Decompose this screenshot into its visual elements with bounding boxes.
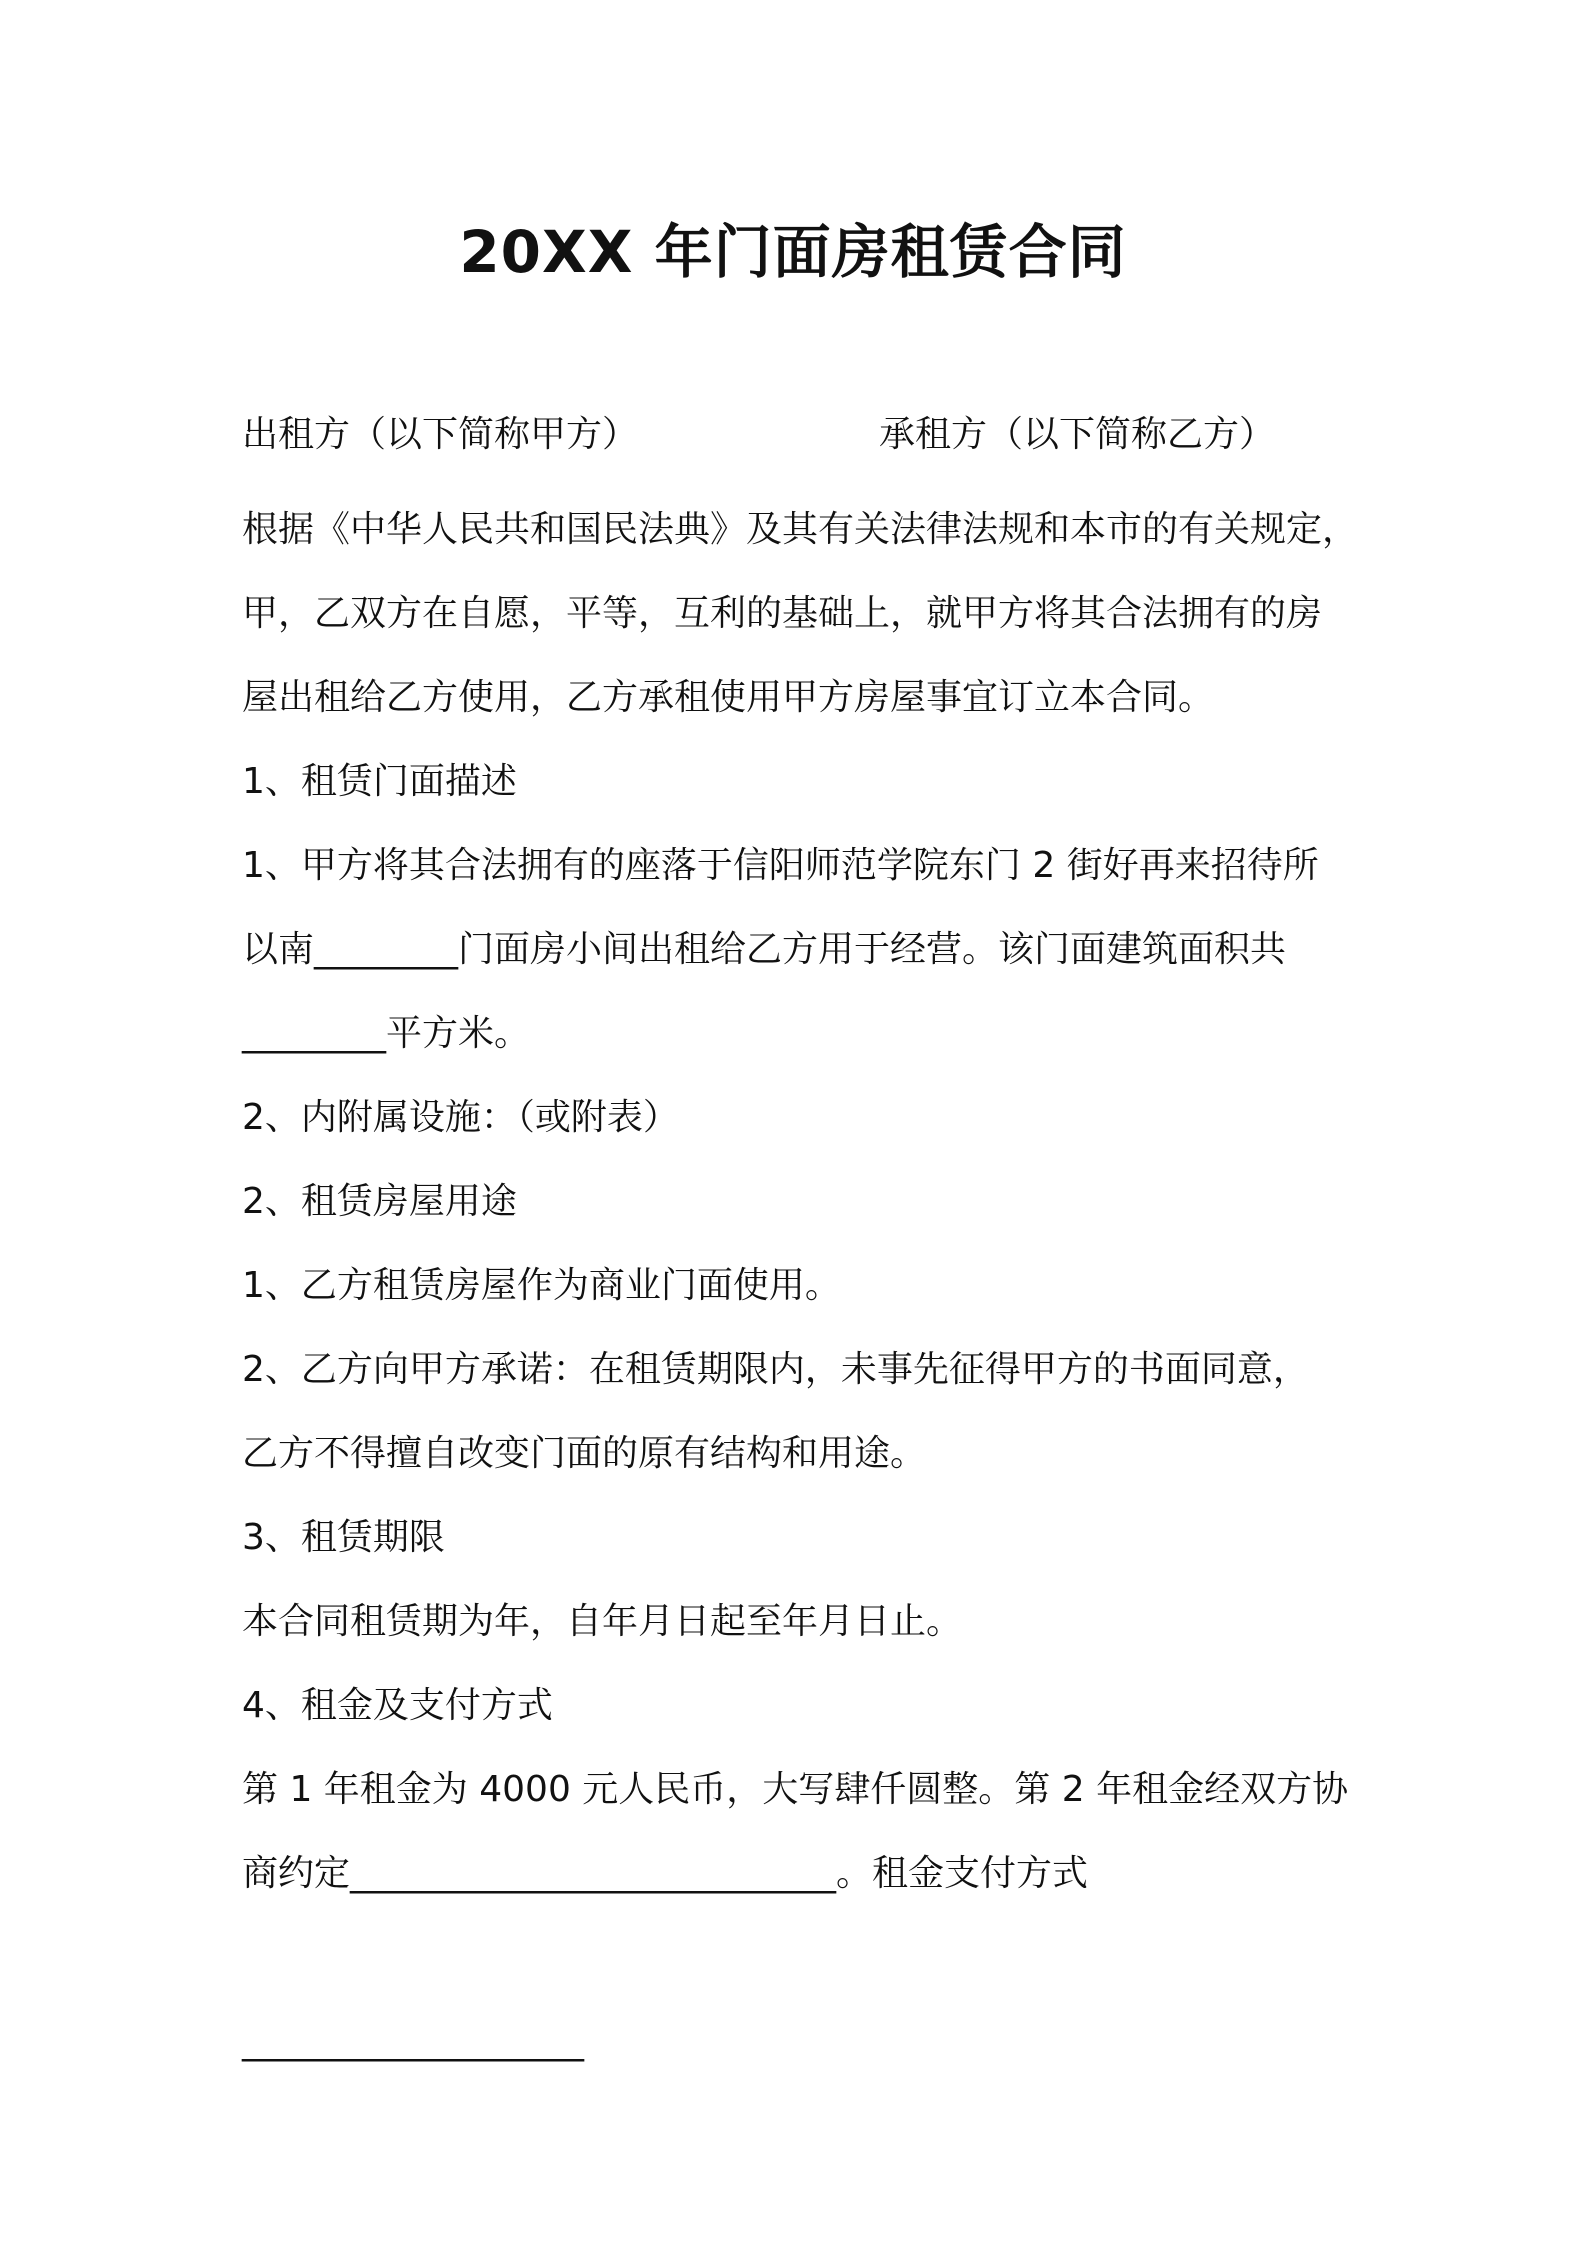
body-line: 乙方不得擅自改变门面的原有结构和用途。 [242,1433,927,1474]
party-row [242,405,1362,465]
section-heading: 2、租赁房屋用途 [242,1181,517,1222]
body-line: 根据《中华人民共和国民法典》及其有关法律法规和本市的有关规定， [242,509,1359,550]
body-line: ________平方米。 [242,1013,531,1054]
contract-body [242,488,1357,2084]
document-title: 20XX 年门面房租赁合同 [459,218,1127,286]
body-line: 2、乙方向甲方承诺：在租赁期限内，未事先征得甲方的书面同意， [242,1349,1309,1390]
body-line: 屋出租给乙方使用，乙方承租使用甲方房屋事宜订立本合同。 [242,677,1215,718]
body-line: 2、内附属设施：（或附表） [242,1097,679,1138]
body-line: 甲，乙双方在自愿，平等，互利的基础上，就甲方将其合法拥有的房 [242,593,1323,634]
body-line: 商约定___________________________。租金支付方式 [242,1853,1089,1894]
blank-line [242,1916,1357,2000]
section-heading: 4、租金及支付方式 [242,1685,553,1726]
body-line: 本合同租赁期为年，自年月日起至年月日止。 [242,1601,963,1642]
lessee-label: 承租方（以下简称乙方） [879,414,1276,455]
section-heading: 1、租赁门面描述 [242,761,517,802]
payment-method-blank: ___________________ [242,2021,584,2062]
body-line: 1、乙方租赁房屋作为商业门面使用。 [242,1265,841,1306]
body-line: 1、甲方将其合法拥有的座落于信阳师范学院东门 2 街好再来招待所 [242,845,1319,886]
body-line: 第 1 年租金为 4000 元人民币，大写肆仟圆整。第 2 年租金经双方协 [242,1769,1349,1810]
section-heading: 3、租赁期限 [242,1517,445,1558]
body-line: 以南________门面房小间出租给乙方用于经营。该门面建筑面积共 [242,929,1287,970]
lessor-label: 出租方（以下简称甲方） [242,414,639,455]
